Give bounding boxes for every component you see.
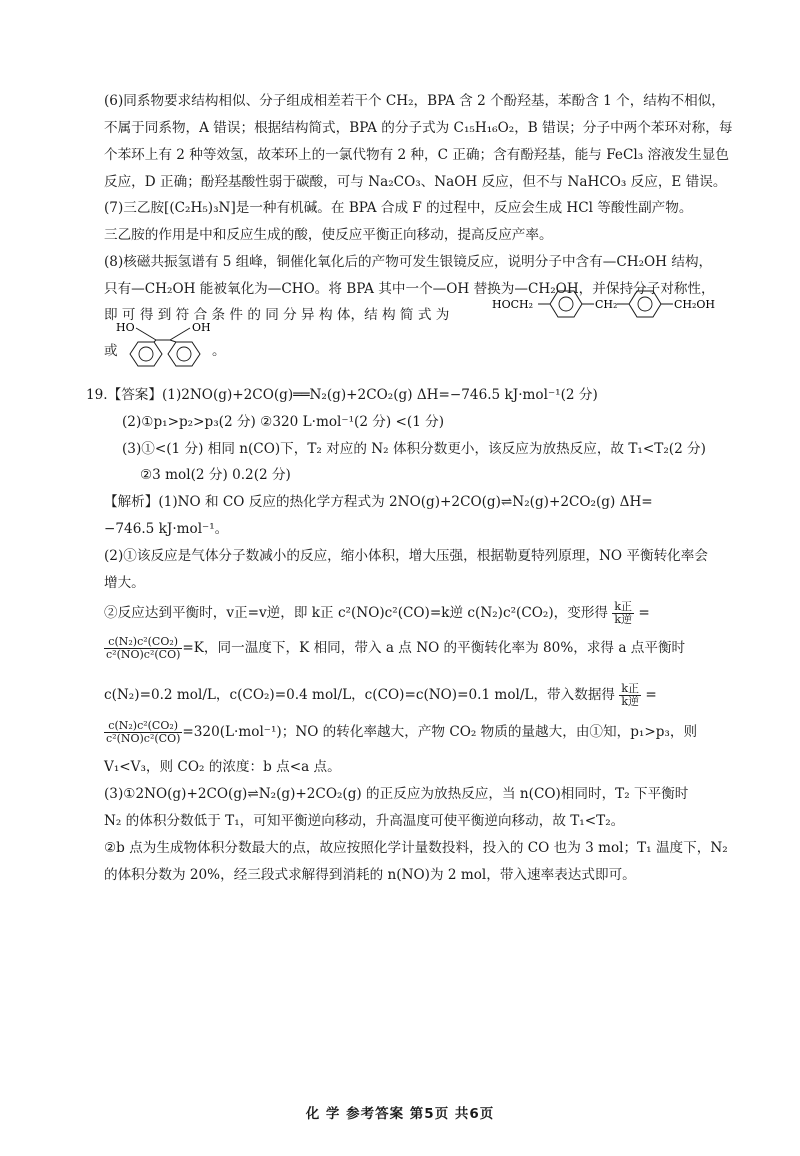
k-ratio-numerator: k正 xyxy=(621,682,640,695)
para7-line2: 三乙胺的作用是中和反应生成的酸，使反应平衡正向移动，提高反应产率。 xyxy=(104,227,553,243)
q19-a3: (3)①<(1 分) 相同 n(CO)下，T₂ 对应的 N₂ 体积分数更小，该反应为放热反应，故 T₁<T₂(2 分) xyxy=(122,441,706,457)
para6-line3: 个苯环上有 2 种等效氢，故苯环上的一氯代物有 2 种，C 正确；含有酚羟基，能与 FeCl₃ 溶液发生显色 xyxy=(104,147,730,163)
struct1-right-group: CH₂OH xyxy=(674,298,716,311)
k-ratio-denominator: k逆 xyxy=(614,613,633,626)
q19-a4: ②3 mol(2 分) 0.2(2 分) xyxy=(140,467,291,483)
para8-line2: 只有—CH₂OH 能被氧化为—CHO。将 BPA 其中一个—OH 替换为—CH₂OH，并保持分子对称性， xyxy=(104,281,715,297)
k-ratio-fraction-2 xyxy=(619,683,641,708)
k-expr-denominator: c²(NO)c²(CO) xyxy=(106,648,181,661)
q19-answer-label: 19.【答案】 xyxy=(86,387,162,403)
k-expr-numerator: c(N₂)c²(CO₂) xyxy=(104,720,182,733)
para8-line1: (8)核磁共振氢谱有 5 组峰，铜催化氧化后的产物可发生银镜反应，说明分子中含有—CH₂OH 结构， xyxy=(104,254,713,270)
jx-line9: V₁<V₃，则 CO₂ 的浓度：b 点<a 点。 xyxy=(104,759,341,775)
jx-line13: 的体积分数为 20%，经三段式求解得到消耗的 n(NO)为 2 mol，带入速率表达式即可。 xyxy=(104,867,636,883)
jx-line8-tail: =320(L·mol⁻¹)；NO 的转化率越大，产物 CO₂ 物质的量越大，由①知，p₁>p₃，则 xyxy=(182,724,698,740)
structural-formula-1 xyxy=(492,284,732,324)
jx-line12: ②b 点为生成物体积分数最大的点，故应按照化学计量数投料，投入的 CO 也为 3 mol；T₁ 温度下，N₂ xyxy=(104,840,728,856)
k-expr-numerator: c(N₂)c²(CO₂) xyxy=(104,636,182,649)
para7-line1: (7)三乙胺[(C₂H₅)₃N]是一种有机碱。在 BPA 合成 F 的过程中，反应会生成 HCl 等酸性副产物。 xyxy=(104,200,693,216)
jx-line8 xyxy=(0,720,800,745)
para6-line4: 反应，D 正确；酚羟基酸性弱于碳酸，可与 Na₂CO₃、NaOH 反应，但不与 NaHCO₃ 反应，E 错误。 xyxy=(104,174,727,190)
jx-line6 xyxy=(0,636,800,661)
q19-a1: (1)2NO(g)+2CO(g)══N₂(g)+2CO₂(g) ΔH=−746.5 kJ·mol⁻¹(2 分) xyxy=(162,387,598,403)
equilibrium-constant-fraction xyxy=(104,636,182,661)
k-ratio-numerator: k正 xyxy=(614,600,633,613)
jx-line5 xyxy=(0,601,800,626)
jx-line6-tail: =K，同一温度下，K 相同，带入 a 点 NO 的平衡转化率为 80%，求得 a 点平衡时 xyxy=(182,640,686,656)
benzene-ring-icon xyxy=(168,342,200,366)
jx-line3: (2)①该反应是气体分子数减小的反应，缩小体积，增大压强，根据勒夏特列原理，NO 平衡转化率会 xyxy=(104,548,708,564)
q19-answer-line1 xyxy=(0,386,800,404)
jx-line2: −746.5 kJ·mol⁻¹。 xyxy=(104,521,229,537)
struct2-oh-left: HO xyxy=(116,321,135,334)
equals-sign: = xyxy=(645,687,657,703)
benzene-ring-icon xyxy=(130,342,162,366)
page-footer: 化 学 参考答案 第5页 共6页 xyxy=(305,1106,495,1122)
equilibrium-constant-fraction-2 xyxy=(104,720,182,745)
struct1-bridge: CH₂ xyxy=(595,298,618,311)
para8-or: 或 xyxy=(104,343,118,359)
jx-line7 xyxy=(0,683,800,708)
equals-sign: = xyxy=(638,605,650,621)
k-ratio-denominator: k逆 xyxy=(621,695,640,708)
struct1-left-group: HOCH₂ xyxy=(492,298,534,311)
jx-line4: 增大。 xyxy=(104,575,145,591)
structural-formula-2 xyxy=(116,318,216,376)
para6-line1: (6)同系物要求结构相似、分子组成相差若干个 CH₂，BPA 含 2 个酚羟基，苯酚含 1 个，结构不相似， xyxy=(104,93,725,109)
para8-period: 。 xyxy=(212,343,226,359)
jx-line11: N₂ 的体积分数低于 T₁，可知平衡逆向移动，升高温度可使平衡逆向移动，故 T₁<T₂。 xyxy=(104,813,625,829)
jx-line10: (3)①2NO(g)+2CO(g)⇌N₂(g)+2CO₂(g) 的正反应为放热反应，当 n(CO)相同时，T₂ 下平衡时 xyxy=(104,786,689,802)
q19-a2: (2)①p₁>p₂>p₃(2 分) ②320 L·mol⁻¹(2 分) <(1 分) xyxy=(122,414,445,430)
jx-line1: 【解析】(1)NO 和 CO 反应的热化学方程式为 2NO(g)+2CO(g)⇌N₂(g)+2CO₂(g) ΔH= xyxy=(104,494,653,510)
k-expr-denominator: c²(NO)c²(CO) xyxy=(106,732,181,745)
jx-line7-text: c(N₂)=0.2 mol/L，c(CO₂)=0.4 mol/L，c(CO)=c(NO)=0.1 mol/L，带入数据得 xyxy=(104,687,616,703)
benzene-ring-icon xyxy=(629,291,661,317)
para6-line2: 不属于同系物，A 错误；根据结构简式，BPA 的分子式为 C₁₅H₁₆O₂，B 错误；分子中两个苯环对称，每 xyxy=(104,120,733,136)
jx-line5-text: ②反应达到平衡时，v正=v逆，即 k正 c²(NO)c²(CO)=k逆 c(N₂)c²(CO₂)，变形得 xyxy=(104,605,609,621)
k-ratio-fraction xyxy=(612,601,634,626)
benzene-ring-icon xyxy=(550,291,582,317)
struct2-oh-right: OH xyxy=(192,321,211,334)
para8-line3: 即 可 得 到 符 合 条 件 的 同 分 异 构 体，结 构 简 式 为 xyxy=(104,307,450,323)
